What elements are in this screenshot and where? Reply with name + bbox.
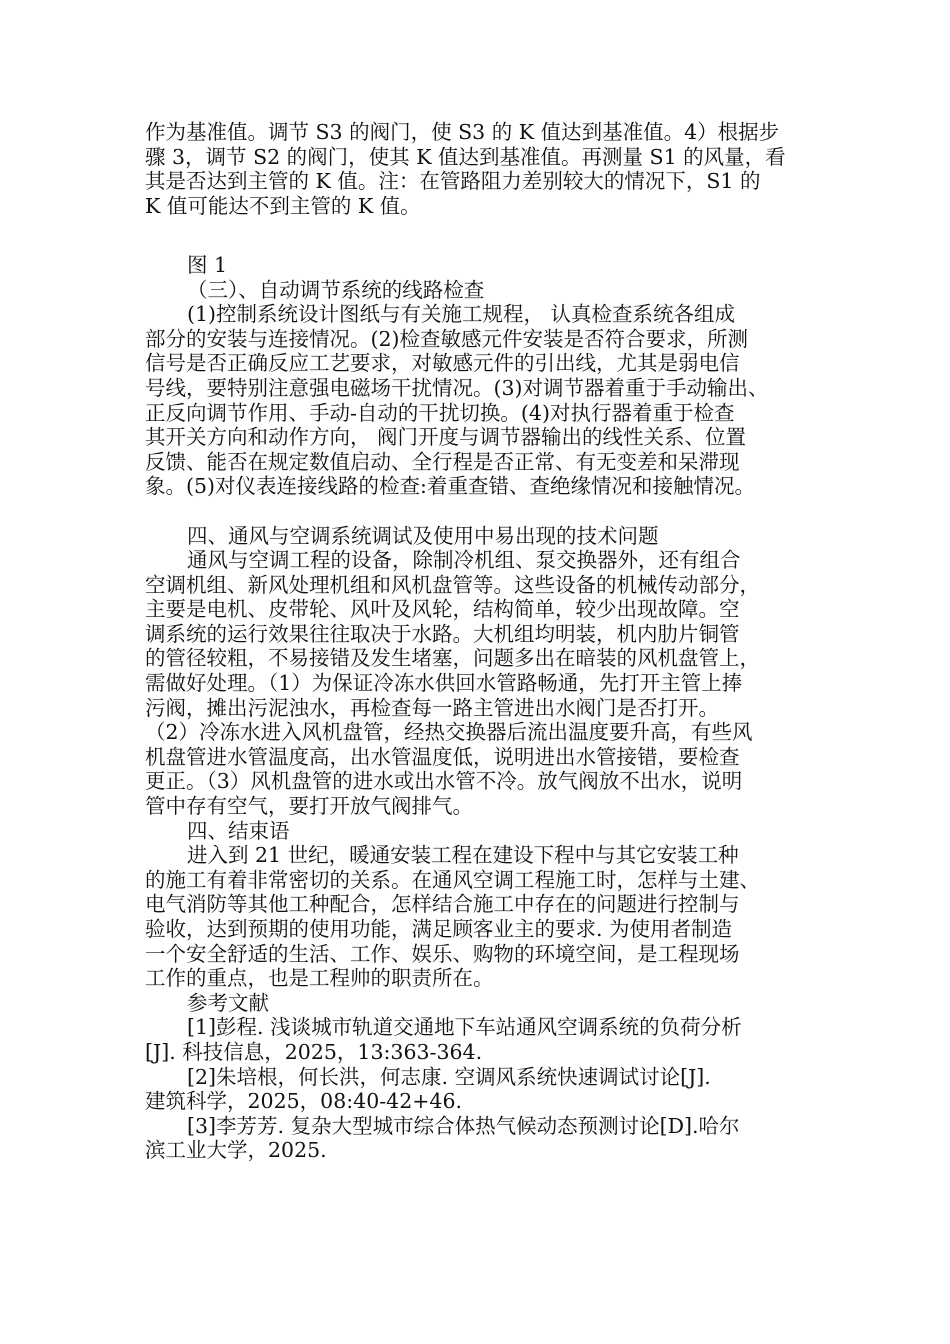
- text-line: 象。(5)对仪表连接线路的检查:着重查错、查绝缘情况和接触情况。: [145, 474, 755, 499]
- text-line: (1)控制系统设计图纸与有关施工规程， 认真检查系统各组成: [187, 302, 736, 327]
- section-heading: 四、结束语: [187, 818, 290, 843]
- text-line: 主要是电机、皮带轮、风叶及风轮，结构简单，较少出现故障。空: [145, 597, 740, 622]
- text-line: 正反向调节作用、手动-自动的干扰切换。(4)对执行器着重于检查: [145, 400, 735, 425]
- text-line: 空调机组、新风处理机组和风机盘管等。这些设备的机械传动部分，: [145, 572, 760, 597]
- references-list: [145, 1015, 805, 1163]
- text-line: 更正。（3）风机盘管的进水或出水管不冷。放气阀放不出水，说明: [145, 769, 743, 794]
- text-line: 通风与空调工程的设备，除制冷机组、泵交换器外，还有组合: [187, 548, 741, 573]
- text-line: 信号是否正确反应工艺要求，对敏感元件的引出线，尤其是弱电信: [145, 351, 740, 376]
- spacer: [145, 243, 805, 253]
- reference-line: [3]李芳芳. 复杂大型城市综合体热气候动态预测讨论[D].哈尔: [187, 1113, 740, 1138]
- section3-paragraph: [145, 302, 805, 499]
- text-line: 工作的重点，也是工程帅的职责所在。: [145, 966, 494, 991]
- text-line: 作为基准值。调节 S3 的阀门，使 S3 的 K 值达到基准值。4）根据步: [145, 120, 780, 144]
- text-line: （2）冷冻水进入风机盘管，经热交换器后流出温度要升高，有些风: [145, 720, 753, 745]
- spacer: [145, 499, 805, 524]
- text-line: 进入到 21 世纪，暖通安装工程在建设下程中与其它安装工种: [187, 843, 739, 868]
- text-line: 反馈、能否在规定数值启动、全行程是否正常、有无变差和呆滞现: [145, 449, 740, 474]
- section-heading: 四、通风与空调系统调试及使用中易出现的技术问题: [187, 523, 659, 548]
- conclusion-paragraph: [145, 843, 805, 991]
- document-page: [145, 120, 805, 1163]
- text-line: 号线，要特别注意强电磁场干扰情况。(3)对调节器着重于手动输出、: [145, 375, 769, 400]
- reference-line: [1]彭程. 浅谈城市轨道交通地下车站通风空调系统的负荷分析: [187, 1015, 742, 1040]
- reference-line: 建筑科学，2025，08:40-42+46.: [145, 1089, 463, 1114]
- text-line: K 值可能达不到主管的 K 值。: [145, 193, 421, 218]
- reference-line: 滨工业大学，2025.: [145, 1138, 327, 1163]
- text-line: 污阀，摊出污泥浊水，再检查每一路主管进出水阀门是否打开。: [145, 695, 719, 720]
- text-line: 骤 3，调节 S2 的阀门，使其 K 值达到基准值。再测量 S1 的风量，看: [145, 144, 786, 169]
- text-line: 部分的安装与连接情况。(2)检查敏感元件安装是否符合要求，所测: [145, 326, 749, 351]
- text-line: 的施工有着非常密切的关系。在通风空调工程施工时，怎样与土建、: [145, 867, 760, 892]
- text-line: 验收，达到预期的使用功能，满足顾客业主的要求. 为使用者制造: [145, 917, 733, 941]
- spacer: [145, 218, 805, 243]
- text-line: 一个安全舒适的生活、工作、娱乐、购物的环境空间，是工程现场: [145, 941, 740, 966]
- text-line: 其开关方向和动作方向， 阀门开度与调节器输出的线性关系、位置: [145, 425, 747, 450]
- reference-line: [J]. 科技信息，2025，13:363-364.: [145, 1039, 483, 1064]
- text-line: 其是否达到主管的 K 值。注：在管路阻力差别较大的情况下，S1 的: [145, 169, 761, 194]
- text-line: 管中存有空气，要打开放气阀排气。: [145, 794, 473, 819]
- reference-line: [2]朱培根，何长洪，何志康. 空调风系统快速调试讨论[J].: [187, 1064, 711, 1089]
- intro-paragraph: [145, 120, 805, 218]
- section4-paragraph: [145, 548, 805, 819]
- section-heading: （三）、自动调节系统的线路检查: [187, 277, 485, 302]
- text-line: 需做好处理。（1）为保证冷冻水供回水管路畅通，先打开主管上捧: [145, 671, 743, 696]
- text-line: 电气消防等其他工种配合，怎样结合施工中存在的问题进行控制与: [145, 892, 740, 917]
- text-line: 机盘管进水管温度高，出水管温度低，说明进出水管接错，要检查: [145, 744, 740, 769]
- text-line: 的管径较粗，不易接错及发生堵塞，问题多出在暗装的风机盘管上，: [145, 646, 760, 671]
- references-heading: 参考文献: [187, 990, 269, 1015]
- figure-caption: 图 1: [187, 252, 228, 277]
- text-line: 调系统的运行效果往往取决于水路。大机组均明装，机内肋片铜管: [145, 621, 740, 646]
